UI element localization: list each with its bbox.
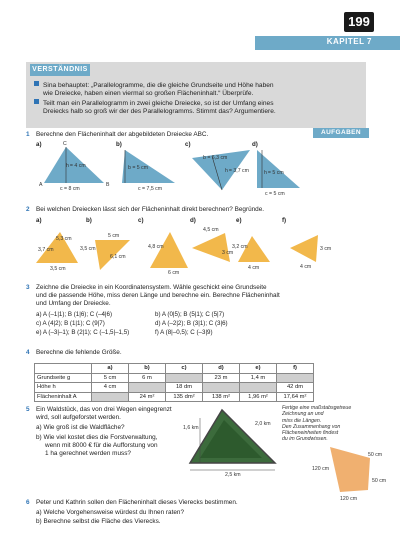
table-cell: 24 m² xyxy=(129,392,166,402)
side-note-line: du im Grundwissen. xyxy=(282,436,328,443)
task-1b-base: c = 7,5 cm xyxy=(138,186,163,192)
table-header-cell: e) xyxy=(240,364,277,374)
task-1d-height: h = 5 cm xyxy=(264,170,284,176)
task-3-line-3: und Umfang der Dreiecke. xyxy=(36,300,111,307)
task-5-number: 5 xyxy=(26,406,30,413)
task-5-a: a) Wie groß ist die Waldfläche? xyxy=(36,424,125,431)
task-1-number: 1 xyxy=(26,131,30,138)
table-cell: 138 m² xyxy=(203,392,240,402)
table-cell: 6 m xyxy=(129,373,166,383)
task-5-b-line-1: b) Wie viel kostet dies die Forstverwaltung, xyxy=(36,434,158,441)
table-cell: 42 dm xyxy=(277,383,314,393)
table-cell: 23 m xyxy=(203,373,240,383)
task-2-label-e: e) xyxy=(236,217,242,224)
task-2-label-f: f) xyxy=(282,217,287,224)
aufgaben-label: AUFGABEN xyxy=(313,128,369,138)
task-3-item-a: a) A (–1|1); B (1|6); C (–4|6) xyxy=(36,311,113,318)
task-3-line-2: und die passende Höhe, miss deren Länge und berechne ein. Berechne Flächeninhalt xyxy=(36,292,280,299)
verstaendnis-question-2: Teilt man ein Parallelogramm in zwei gleiche Dreiecke, so ist der Umfang eines xyxy=(34,99,360,109)
vertex-a: A xyxy=(39,182,43,188)
table-row-label: Flächeninhalt A xyxy=(35,392,92,402)
table-header-cell: d) xyxy=(203,364,240,374)
task-3-item-d: d) A (–2|2); B (3|1); C (3|6) xyxy=(155,320,228,327)
task-1-label-b: b) xyxy=(116,141,122,148)
task-6-a: a) Welche Vorgehensweise würdest du Ihnen raten? xyxy=(36,509,185,516)
task-5-line-1: Ein Waldstück, das von drei Wegen eingegrenzt xyxy=(36,406,172,413)
table-cell: 1,96 m² xyxy=(240,392,277,402)
task-6-number: 6 xyxy=(26,499,30,506)
task-3-item-e: e) A (–3|–1); B (2|1); C (–1,5|–1,5) xyxy=(36,329,130,336)
side-note-line: miss die Längen. xyxy=(282,417,322,424)
task-2-label-b: b) xyxy=(86,217,92,224)
table-cell: 18 dm xyxy=(166,383,203,393)
task-2-text: Bei welchen Dreiecken lässt sich der Flächeninhalt direkt berechnen? Begründe. xyxy=(36,206,265,213)
task-1-label-d: d) xyxy=(252,141,258,148)
task-2b-side-2: 3,5 cm xyxy=(80,246,96,252)
task-6-b: b) Berechne selbst die Fläche des Vierecks. xyxy=(36,518,161,525)
task-2-number: 2 xyxy=(26,206,30,213)
verstaendnis-title: VERSTÄNDNIS xyxy=(30,64,90,76)
task-5-line-2: wird, soll aufgeforstet werden. xyxy=(36,414,121,421)
task-2c-side-2: 6 cm xyxy=(168,270,180,276)
table-row-label: Höhe h xyxy=(35,383,92,393)
forest-dim-1: 1,6 km xyxy=(183,425,199,431)
task-3-number: 3 xyxy=(26,284,30,291)
task-1d-base: c = 5 cm xyxy=(265,191,285,197)
task-2-label-d: d) xyxy=(190,217,196,224)
task-2e-side-1: 4 cm xyxy=(248,265,260,271)
table-row-label: Grundseite g xyxy=(35,373,92,383)
table-header-cell: b) xyxy=(129,364,166,374)
table-cell: 1,4 m xyxy=(240,373,277,383)
task-2d-side-2: 3 cm xyxy=(222,250,234,256)
task-2a-side-2: 3,7 cm xyxy=(38,247,54,253)
task-3-line-1: Zeichne die Dreiecke in ein Koordinatensystem. Wähle geschickt eine Grundseite xyxy=(36,284,267,291)
task-1-label-c: c) xyxy=(185,141,191,148)
side-note-line: Flächeneinheiten findest xyxy=(282,430,339,437)
side-note-line: Den Zusammenhang von xyxy=(282,423,341,430)
quad-dim-4: 120 cm xyxy=(340,496,358,502)
task-2a-side-1: 5,3 cm xyxy=(56,236,72,242)
table-header-cell: a) xyxy=(92,364,129,374)
vertex-b: B xyxy=(106,182,110,188)
task-1-label-a: a) xyxy=(36,141,42,148)
page-number: 199 xyxy=(344,12,374,32)
quad-dim-1: 50 cm xyxy=(368,452,383,458)
task-1a-base: c = 8 cm xyxy=(60,186,80,192)
table-cell: 135 dm² xyxy=(166,392,203,402)
verstaendnis-question-2-cont: Dreiecks halb so groß wir der des Parallelogramms. Stimmt das? Argumentiere. xyxy=(43,107,276,115)
task-2c-side-1: 4,8 cm xyxy=(148,244,164,250)
task-1c-height: h = 3,7 cm xyxy=(225,168,249,174)
task-4-number: 4 xyxy=(26,349,30,356)
table-header-cell: c) xyxy=(166,364,203,374)
table-header-cell: f) xyxy=(277,364,314,374)
verstaendnis-question-1-cont: wie Dreiecke, haben einen viermal so großen Flächeninhalt.“ Überprüfe. xyxy=(43,89,254,97)
task-3-item-c: c) A (4|2); B (1|1); C (9|7) xyxy=(36,320,105,327)
task-5-b-line-2: wenn mit 8000 € für die Aufforstung von xyxy=(45,442,158,449)
task-4-text: Berechne die fehlende Größe. xyxy=(36,349,122,356)
side-note-line: Fertige eine maßstabsgetreue Zeichnung an und xyxy=(282,405,352,418)
task-2f-side-1: 3 cm xyxy=(320,246,332,252)
task-2a-side-3: 3,5 cm xyxy=(50,266,66,272)
task-3-item-b: b) A (0|5); B (5|1); C (5|7) xyxy=(155,311,225,318)
task-2e-side-2: 3,2 cm xyxy=(232,244,248,250)
verstaendnis-question-1: Sina behauptet: „Parallelogramme, die die gleiche Grundseite und Höhe haben xyxy=(34,81,360,91)
chapter-label: KAPITEL 7 xyxy=(326,37,372,46)
task-1-text: Berechne den Flächeninhalt der abgebildeten Dreiecke ABC. xyxy=(36,131,209,138)
task-6-text: Peter und Kathrin sollen den Flächeninhalt dieses Vierecks bestimmen. xyxy=(36,499,238,506)
task-5-b-line-3: 1 ha gerechnet werden muss? xyxy=(45,450,131,457)
forest-dim-3: 2,5 km xyxy=(225,472,241,478)
forest-dim-2: 2,0 km xyxy=(255,421,271,427)
task-2b-side-1: 5 cm xyxy=(108,233,120,239)
task-2-label-a: a) xyxy=(36,217,42,224)
vertex-c: C xyxy=(63,141,67,147)
table-cell: 4 cm xyxy=(92,383,129,393)
task-1c-side: b = 6,3 cm xyxy=(203,155,228,161)
task-3-item-f: f) A (8|–0,5); C (–3|9) xyxy=(155,329,213,336)
side-note xyxy=(282,405,364,443)
task-1b-height: b = 5 cm xyxy=(128,165,149,171)
quad-dim-2: 120 cm xyxy=(312,466,330,472)
quadrilateral xyxy=(330,447,370,492)
task-2d-side-1: 4,5 cm xyxy=(203,227,219,233)
task-2-label-c: c) xyxy=(138,217,144,224)
task-1a-height: h = 4 cm xyxy=(66,163,86,169)
quad-dim-3: 50 cm xyxy=(372,478,387,484)
table-cell: 5 cm xyxy=(92,373,129,383)
table-cell: 17,64 m² xyxy=(277,392,314,402)
task-2b-side-3: 6,1 cm xyxy=(110,254,126,260)
task-2f-side-2: 4 cm xyxy=(300,264,312,270)
